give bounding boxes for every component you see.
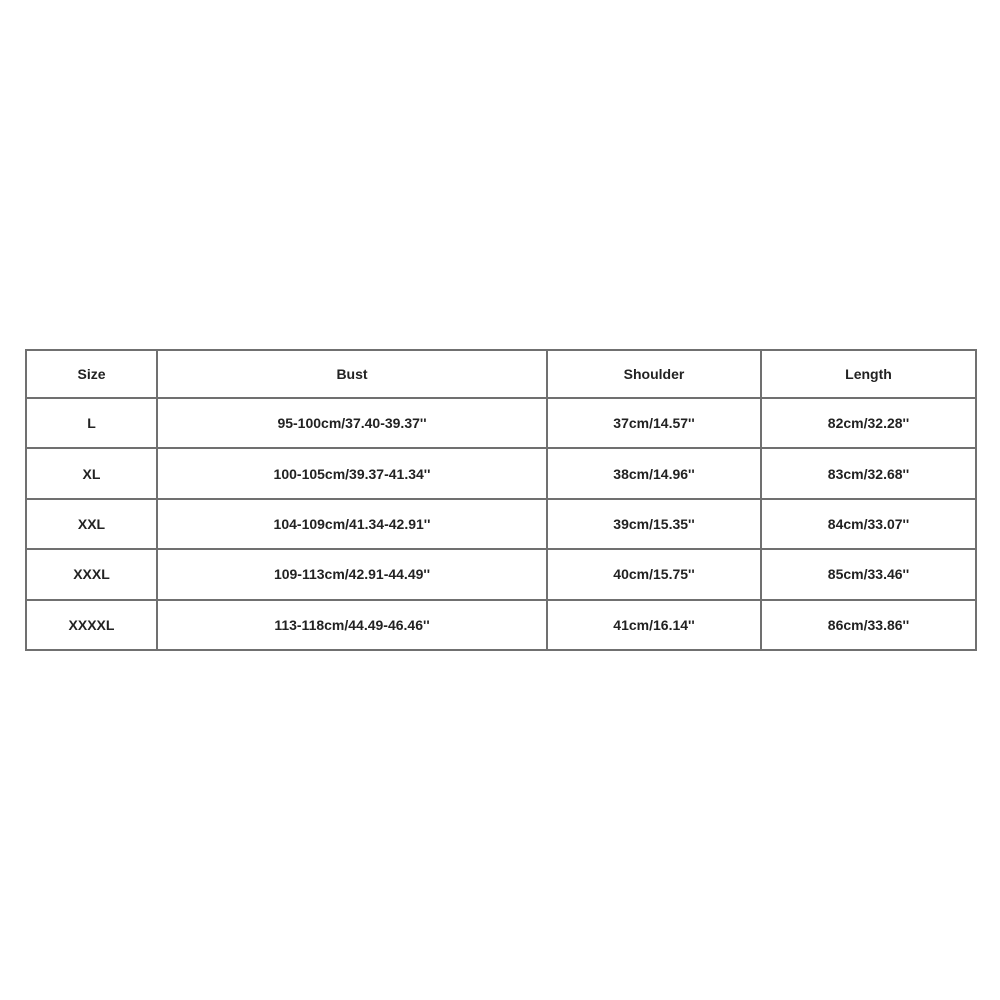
cell-size: XXL [26,499,157,549]
cell-size: XXXL [26,549,157,599]
cell-shoulder: 37cm/14.57'' [547,398,761,448]
cell-size: XXXXL [26,600,157,650]
cell-length: 85cm/33.46'' [761,549,976,599]
cell-size: XL [26,448,157,498]
cell-shoulder: 38cm/14.96'' [547,448,761,498]
cell-length: 82cm/32.28'' [761,398,976,448]
cell-bust: 95-100cm/37.40-39.37'' [157,398,547,448]
cell-size: L [26,398,157,448]
cell-bust: 104-109cm/41.34-42.91'' [157,499,547,549]
header-length: Length [761,350,976,398]
size-chart-table [25,349,977,651]
table-row [26,600,976,650]
cell-length: 83cm/32.68'' [761,448,976,498]
cell-bust: 113-118cm/44.49-46.46'' [157,600,547,650]
cell-length: 86cm/33.86'' [761,600,976,650]
table-row [26,499,976,549]
table-header-row [26,350,976,398]
table-row [26,448,976,498]
cell-length: 84cm/33.07'' [761,499,976,549]
table-row [26,398,976,448]
cell-bust: 100-105cm/39.37-41.34'' [157,448,547,498]
cell-shoulder: 40cm/15.75'' [547,549,761,599]
header-bust: Bust [157,350,547,398]
table-row [26,549,976,599]
cell-shoulder: 41cm/16.14'' [547,600,761,650]
header-size: Size [26,350,157,398]
header-shoulder: Shoulder [547,350,761,398]
cell-shoulder: 39cm/15.35'' [547,499,761,549]
cell-bust: 109-113cm/42.91-44.49'' [157,549,547,599]
